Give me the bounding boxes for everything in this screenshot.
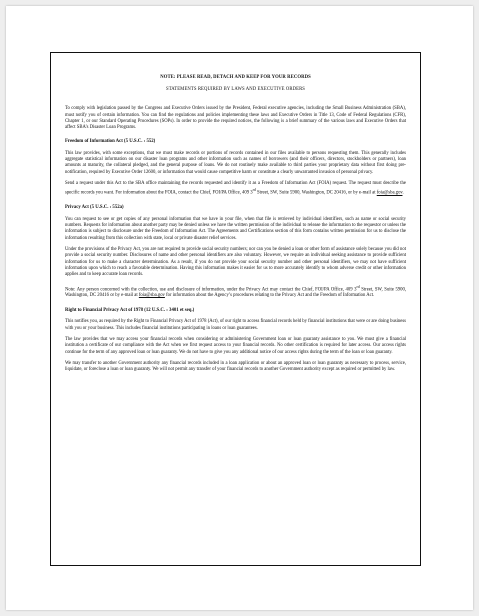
privacy-heading: Privacy Act (5 U.S.C. › 552a) xyxy=(65,205,124,211)
notice-frame xyxy=(50,52,421,566)
foia-email-link[interactable]: foia@sba.gov xyxy=(376,190,403,196)
foia-heading: Freedom of Information Act (5 U.S.C. › 552) xyxy=(65,139,156,145)
notice-title: NOTE: PLEASE READ, DETACH AND KEEP FOR YOUR RECORDS xyxy=(160,75,311,80)
foia-text: . xyxy=(402,190,404,196)
rfpa-paragraph-2: The law provides that we may access your financial records when considering or administering Government loan or loan guaranty assistance to you. We must give a financial institution a certificate of our compliance with the Act when we first request access to your financial records. No other certification is required for later access. Our access rights continue for the term of any approved loan or loan guaranty. We do not have to give you any additional notice of our access rights during the term of the loan or loan guaranty. xyxy=(65,337,406,355)
privacy-text: for information about the Agency’s procedures relating to the Privacy Act and the Freedom of Information Act. xyxy=(164,293,375,299)
privacy-email-link[interactable]: foia@sba.gov xyxy=(138,293,165,299)
foia-paragraph-2 xyxy=(65,181,406,197)
privacy-text: Note: Any person concerned with the collection, use and disclosure of information, under the Privacy Act may contact the Chief, FOI/PA Office, 409 3 xyxy=(65,287,357,293)
rfpa-paragraph-1: This notifies you, as required by the Right to Financial Privacy Act of 1978 (Act), of our right to access financial records held by financial institutions that were or are doing business with you or your business. This includes financial institutions participating in loans or loan guarantees. xyxy=(65,319,406,331)
ordinal-suffix: rd xyxy=(252,188,256,193)
intro-paragraph: To comply with legislation passed by the Congress and Executive Orders issued by the President, Federal executive agencies, including the Small Business Administration (SBA), must notify you of certain information. You can find the regulations and policies implementing these laws and Executive Orders in Title 13, Code of Federal Regulations (CFR), Chapter 1, or our Standard Operating Procedures (SOPs). In order to provide the required notices, the following is a brief summary of the various laws and Executive Orders that affect SBA’s Disaster Loan Programs. xyxy=(65,106,406,131)
notice-subtitle: STATEMENTS REQUIRED BY LAWS AND EXECUTIVE ORDERS xyxy=(165,87,306,93)
ordinal-suffix: rd xyxy=(356,284,360,289)
rfpa-paragraph-3: We may transfer to another Government authority any financial records included in a loan application or about an approved loan or loan guaranty as necessary to process, service, liquidate, or foreclose a loan or loan guaranty. We will not permit any transfer of your financial records to another Government authority except as required or permitted by law. xyxy=(65,361,406,373)
document-page xyxy=(6,6,473,610)
privacy-paragraph-1: You can request to see or get copies of any personal information that we have in your file, when that file is retrieved by individual identifiers, such as name or social security numbers. Requests for information about another party may be denied unless we have the written permission of the individual to release the information to the requestor or unless the information is subject to disclosure under the Freedom of Information Act. The Agreements and Certifications section of this form contains written permission for us to disclose the information resulting from this collection with state, local or private disaster relief services. xyxy=(65,216,406,241)
foia-text: Send a request under this Act to the SBA office maintaining the records requested and identify it as a Freedom of Information Act (FOIA) request. The request must describe the specific records you want. For information about the FOIA, contact the Chief, FOI/PA Office, 409 3 xyxy=(65,181,406,196)
foia-text: Street, SW, Suite 5900, Washington, DC 20416, or by e-mail at xyxy=(255,190,377,196)
privacy-paragraph-2: Under the provisions of the Privacy Act, you are not required to provide social security numbers; nor can you be denied a loan or other form of assistance solely because you did not provide a social security number. Disclosures of name and other personal identifiers are also voluntary. However, we require an individual seeking assistance to provide sufficient information for us to make a character determination. As a result, if you do not provide your social security number and other personal identifiers, we may not have sufficient information upon which to reach a favorable determination. Having this information makes it easier for us to more accurately identify to whom adverse credit or other information applies and to keep accurate loan records. xyxy=(65,247,406,277)
privacy-paragraph-3 xyxy=(65,284,406,300)
privacy-text: Street, SW, Suite 5900, Washington, DC 20416 or by e-mail at xyxy=(65,287,407,299)
rfpa-heading: Right to Financial Privacy Act of 1978 (12 U.S.C. › 3401 et seq.) xyxy=(65,307,195,313)
foia-paragraph-1: This law provides, with some exceptions, that we must make records or portions of records contained in our files available to persons requesting them. This generally includes aggregate statistical information on our disaster loan programs and other information such as names of borrowers (and their officers, directors, stockholders or partners), loan amounts at maturity, the collateral pledged, and the general purpose of loans. We do not routinely make available to third parties your proprietary data without first doing pre-notification, required by Executive Order 12600, or information that would cause competitive harm or constitute a clearly unwarranted invasion of personal privacy. xyxy=(65,151,406,175)
